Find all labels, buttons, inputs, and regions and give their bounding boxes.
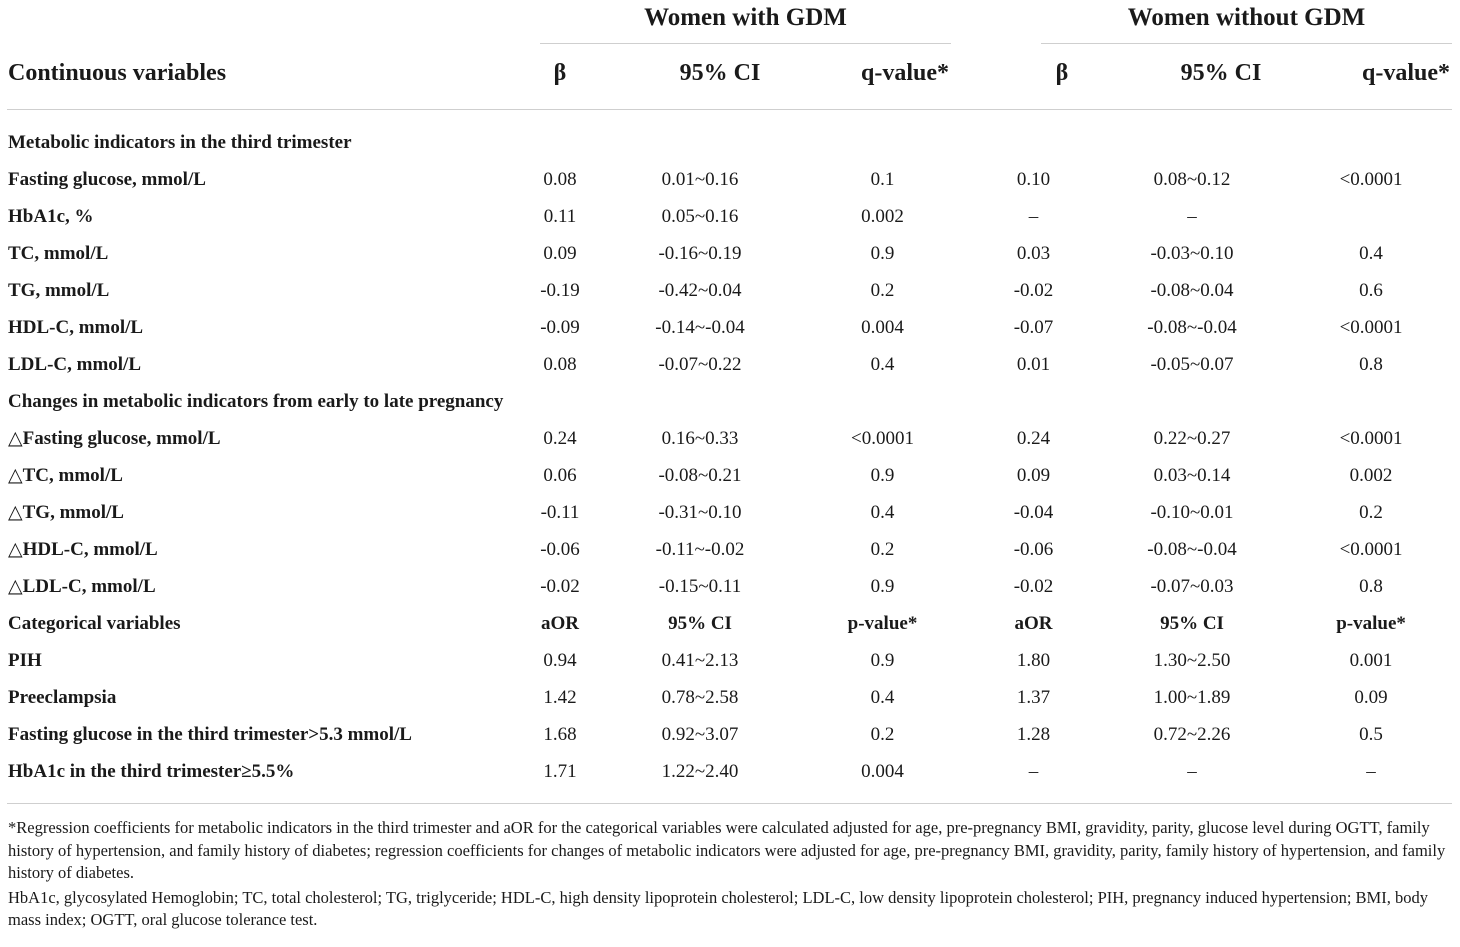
table-row [0, 568, 1460, 605]
cell-gdm-q: 0.2 [870, 723, 895, 745]
cell-nogdm-ci: 0.22~0.27 [1153, 427, 1231, 449]
section-title: Changes in metabolic indicators from early to late pregnancy [8, 390, 504, 412]
cell-nogdm-q: <0.0001 [1339, 538, 1403, 560]
cell-nogdm-ci: -0.10~0.01 [1150, 501, 1234, 523]
header-label: Continuous variables [8, 60, 227, 86]
cell-nogdm-q: 0.8 [1359, 353, 1383, 375]
cell-nogdm-beta: 0.10 [1016, 168, 1051, 190]
cell-nogdm-q: 0.2 [1359, 501, 1383, 523]
cell-nogdm-q: – [1366, 760, 1376, 782]
cell-gdm-ci: -0.31~0.10 [658, 501, 742, 523]
cell-nogdm-ci: -0.08~-0.04 [1147, 316, 1237, 338]
cell-nogdm-beta: 1.80 [1016, 649, 1051, 671]
cell-nogdm-ci: 0.03~0.14 [1153, 464, 1231, 486]
cell-gdm-ci: -0.16~0.19 [658, 242, 742, 264]
cell-gdm-beta: 0.08 [543, 353, 577, 375]
cell-gdm-beta: 1.71 [543, 760, 577, 782]
cell-gdm-beta: 0.94 [543, 649, 577, 671]
footnote-adjustment: *Regression coefficients for metabolic indicators in the third trimester and aOR for the categorical variables were calculated adjusted for age, pre-pregnancy BMI, gravidity, parity, glucose level during OGTT, family history of hypertension, and family history of diabetes; regression coefficients for changes of metabolic indicators were adjusted for age, pre-pregnancy BMI, gravidity, parity, family history of hypertension, and family history of diabetes. [8, 818, 1446, 882]
header-nogdm-q: q-value* [1361, 60, 1450, 86]
cell-gdm-q: 0.004 [861, 316, 904, 338]
table-row [0, 679, 1460, 716]
cell-gdm-ci: -0.14~-0.04 [655, 316, 745, 338]
cell-gdm-beta: aOR [541, 612, 579, 634]
cell-nogdm-beta: -0.02 [1013, 279, 1054, 301]
cell-gdm-q: 0.002 [861, 205, 904, 227]
cell-gdm-q: 0.9 [870, 575, 895, 597]
cell-gdm-q: 0.9 [870, 649, 895, 671]
cell-gdm-q: 0.9 [870, 464, 895, 486]
row-label: △TG, mmol/L [8, 502, 124, 523]
cell-gdm-beta: 0.08 [543, 168, 577, 190]
header-gdm-ci: 95% CI [679, 60, 761, 86]
row-label: Categorical variables [8, 612, 181, 634]
footnote-abbreviations: HbA1c, glycosylated Hemoglobin; TC, total cholesterol; TG, triglyceride; HDL-C, high density lipoprotein cholesterol; LDL-C, low density lipoprotein cholesterol; PIH, pregnancy induced hypertension; BMI, body mass index; OGTT, oral glucose tolerance test. [8, 887, 1428, 929]
table-row [0, 753, 1460, 790]
cell-nogdm-beta: 0.24 [1016, 427, 1051, 449]
cell-gdm-ci: -0.07~0.22 [658, 353, 742, 375]
cell-nogdm-q [1282, 198, 1460, 235]
cell-gdm-beta: 1.68 [543, 723, 577, 745]
row-label: Preeclampsia [8, 686, 117, 708]
cell-nogdm-beta: -0.04 [1013, 501, 1054, 523]
cell-nogdm-ci: 95% CI [1160, 612, 1224, 634]
cell-nogdm-beta: 0.01 [1016, 353, 1051, 375]
row-label: Fasting glucose in the third trimester>5.3 mmol/L [8, 723, 412, 745]
cell-nogdm-q: 0.09 [1354, 686, 1388, 708]
cell-nogdm-q: 0.5 [1359, 723, 1383, 745]
cell-gdm-ci: -0.11~-0.02 [655, 538, 745, 560]
results-table-body [0, 124, 1460, 790]
cell-gdm-ci: 0.05~0.16 [661, 205, 739, 227]
cell-gdm-q: p-value* [847, 612, 918, 634]
cell-nogdm-beta: – [1028, 760, 1039, 782]
cell-gdm-beta: 0.11 [543, 205, 577, 227]
cell-nogdm-q: <0.0001 [1339, 168, 1403, 190]
header-nogdm-beta: β [1055, 60, 1069, 86]
cell-nogdm-beta: – [1028, 205, 1039, 227]
table-row [0, 457, 1460, 494]
cell-nogdm-ci: – [1187, 760, 1197, 782]
cell-nogdm-beta: 1.28 [1016, 723, 1051, 745]
table-row [0, 494, 1460, 531]
cell-nogdm-q: <0.0001 [1339, 427, 1403, 449]
table-row [0, 161, 1460, 198]
cell-gdm-q: 0.2 [870, 538, 895, 560]
cell-nogdm-q: 0.6 [1359, 279, 1383, 301]
cell-gdm-ci: -0.15~0.11 [658, 575, 742, 597]
cell-nogdm-q: <0.0001 [1339, 316, 1403, 338]
cell-nogdm-beta: 0.09 [1016, 464, 1051, 486]
cell-gdm-beta: -0.09 [540, 316, 580, 338]
cell-gdm-ci: 0.16~0.33 [661, 427, 739, 449]
cell-gdm-q: 0.4 [870, 501, 895, 523]
table-row [0, 198, 1460, 235]
cell-nogdm-q: 0.001 [1349, 649, 1393, 671]
cell-nogdm-beta: 0.03 [1016, 242, 1051, 264]
cell-gdm-q: 0.1 [870, 168, 895, 190]
cell-gdm-q: 0.4 [870, 686, 895, 708]
cell-nogdm-ci: 1.00~1.89 [1153, 686, 1231, 708]
cell-gdm-ci: -0.42~0.04 [658, 279, 742, 301]
row-label: △Fasting glucose, mmol/L [8, 428, 221, 449]
table-row [0, 235, 1460, 272]
cell-nogdm-ci: -0.08~0.04 [1150, 279, 1234, 301]
cell-nogdm-ci: -0.03~0.10 [1150, 242, 1234, 264]
row-label: PIH [8, 649, 42, 671]
row-label: HbA1c in the third trimester≥5.5% [8, 760, 295, 782]
section-row [0, 383, 1460, 420]
cell-gdm-q: <0.0001 [851, 427, 914, 449]
row-label: TG, mmol/L [8, 279, 110, 301]
row-label: LDL-C, mmol/L [8, 353, 141, 375]
cell-gdm-beta: 1.42 [543, 686, 577, 708]
row-label: Fasting glucose, mmol/L [8, 168, 206, 190]
section-title: Metabolic indicators in the third trimester [8, 131, 352, 153]
cell-gdm-ci: -0.08~0.21 [658, 464, 742, 486]
cell-nogdm-beta: -0.07 [1013, 316, 1054, 338]
cell-gdm-beta: 0.06 [543, 464, 577, 486]
section-row [0, 124, 1460, 161]
cell-nogdm-beta: 1.37 [1016, 686, 1051, 708]
cell-nogdm-q: 0.4 [1359, 242, 1383, 264]
cell-gdm-q: 0.4 [870, 353, 895, 375]
group-header-gdm: Women with GDM [644, 4, 847, 31]
cell-nogdm-beta: -0.02 [1013, 575, 1054, 597]
results-table [0, 124, 1460, 790]
cell-gdm-beta: -0.11 [540, 501, 580, 523]
cell-gdm-beta: 0.09 [543, 242, 577, 264]
cell-nogdm-ci: 0.08~0.12 [1153, 168, 1231, 190]
cell-gdm-q: 0.004 [861, 760, 904, 782]
cell-nogdm-q: 0.8 [1359, 575, 1383, 597]
cell-gdm-ci: 0.41~2.13 [661, 649, 739, 671]
cell-nogdm-ci: 0.72~2.26 [1153, 723, 1231, 745]
cell-gdm-q: 0.2 [870, 279, 895, 301]
header-bottom-rule [7, 109, 1452, 110]
row-label: △HDL-C, mmol/L [8, 539, 158, 560]
header-nogdm-ci: 95% CI [1180, 60, 1262, 86]
header-gdm-beta: β [553, 60, 567, 86]
cell-nogdm-q: p-value* [1336, 612, 1406, 634]
column-header-row [0, 56, 1460, 96]
table-row [0, 531, 1460, 568]
cell-nogdm-q: 0.002 [1349, 464, 1393, 486]
header-gdm-q: q-value* [860, 60, 949, 86]
table-row [0, 272, 1460, 309]
group-rule-no-gdm [1041, 43, 1452, 44]
cell-gdm-beta: -0.02 [540, 575, 580, 597]
table-row [0, 642, 1460, 679]
cell-nogdm-ci: – [1187, 205, 1197, 227]
cell-nogdm-ci: -0.08~-0.04 [1147, 538, 1237, 560]
row-label: HDL-C, mmol/L [8, 316, 144, 338]
row-label: △TC, mmol/L [8, 465, 123, 486]
cell-gdm-beta: -0.06 [540, 538, 580, 560]
cell-nogdm-ci: -0.05~0.07 [1150, 353, 1234, 375]
row-label: HbA1c, % [8, 205, 94, 227]
table-row [0, 346, 1460, 383]
cell-nogdm-ci: 1.30~2.50 [1153, 649, 1231, 671]
group-rule-gdm [540, 43, 951, 44]
cell-gdm-beta: -0.19 [540, 279, 580, 301]
table-row [0, 309, 1460, 346]
cell-nogdm-ci: -0.07~0.03 [1150, 575, 1234, 597]
cell-gdm-ci: 0.01~0.16 [661, 168, 739, 190]
group-header-no-gdm: Women without GDM [1127, 4, 1366, 31]
row-label: △LDL-C, mmol/L [8, 576, 156, 597]
table-row [0, 716, 1460, 753]
table-row [0, 420, 1460, 457]
cell-nogdm-beta: aOR [1014, 612, 1053, 634]
cell-gdm-q: 0.9 [870, 242, 895, 264]
table-footnotes [8, 817, 1452, 934]
table-bottom-rule [7, 803, 1452, 804]
cell-nogdm-beta: -0.06 [1013, 538, 1054, 560]
cell-gdm-beta: 0.24 [543, 427, 577, 449]
cell-gdm-ci: 0.78~2.58 [661, 686, 739, 708]
cell-gdm-ci: 0.92~3.07 [661, 723, 739, 745]
categorical-header-row [0, 605, 1460, 642]
cell-gdm-ci: 95% CI [668, 612, 732, 634]
row-label: TC, mmol/L [8, 242, 109, 264]
cell-gdm-ci: 1.22~2.40 [661, 760, 739, 782]
